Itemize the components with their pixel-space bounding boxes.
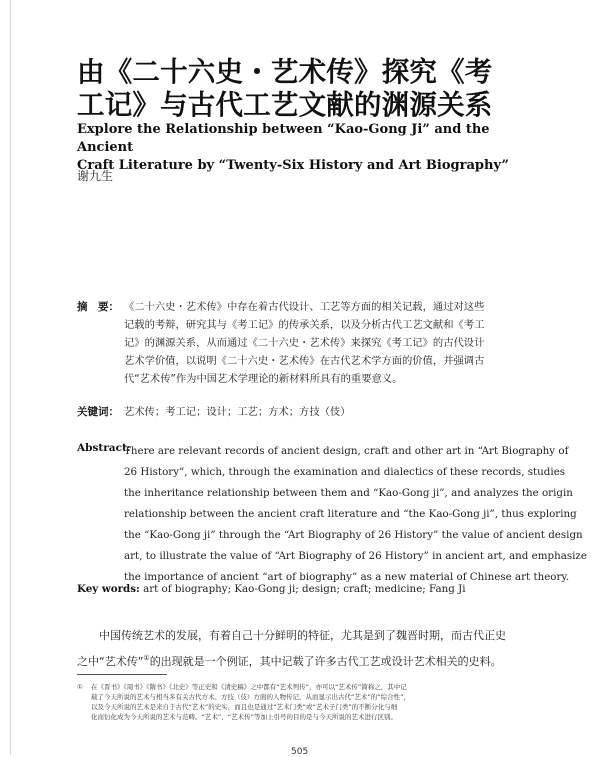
body-paragraph — [77, 625, 547, 673]
abstract-en-line: There are relevant records of ancient design, craft and other art in “Art Biography of — [124, 445, 569, 457]
keywords-zh-text: 艺术传；考工记；设计；工艺；方术；方技（伎） — [124, 406, 351, 418]
keywords-en-text: art of biography; Kao-Gong ji; design; craft; medicine; Fang Ji — [143, 583, 466, 595]
chinese-title-line-2: 工记》与古代工艺文献的渊源关系 — [77, 89, 493, 121]
english-title-line-1: Explore the Relationship between “Kao-Gong Ji” and the Ancient — [77, 122, 490, 155]
abstract-en-line: relationship between the ancient craft literature and “the Kao-Gong ji”, thus exploring — [124, 508, 577, 520]
footnote-line: 以及今天所说的艺术是来自于古代“艺术”的史实，而且也是通过“艺术门类”或“艺术子门类”的不断分化与细 — [91, 703, 398, 711]
body-line-1: 中国传统艺术的发展，有着自己十分鲜明的特征，尤其是到了魏晋时期，而古代正史 — [99, 629, 506, 642]
footnote-text — [91, 682, 547, 722]
abstract-zh-line: 《二十六史・艺术传》中存在着古代设计、工艺等方面的相关记载，通过对这些 — [124, 301, 485, 313]
abstract-en-line: 26 History”, which, through the examination and dialectics of these records, studies — [124, 466, 566, 478]
chinese-title — [77, 56, 557, 122]
keywords-en-label: Key words: — [77, 583, 140, 595]
body-line-2-pre: 之中“艺术传” — [77, 655, 144, 668]
abstract-en-line: the “Kao-Gong ji” through the “Art Biography of 26 History” the value of ancient design — [124, 529, 583, 541]
english-title — [77, 121, 547, 175]
chinese-title-line-1: 由《二十六史・艺术传》探究《考 — [77, 56, 493, 88]
abstract-zh-line: 艺术学价值，以说明《二十六史・艺术传》在古代艺术学方面的价值，并强调古 — [124, 355, 485, 367]
abstract-zh-line: 记》的渊源关系，从而通过《二十六史・艺术传》来探究《考工记》的古代设计 — [124, 337, 485, 349]
abstract-zh-label: 摘 要： — [77, 301, 119, 313]
footnote-divider — [77, 674, 167, 675]
abstract-zh-body — [124, 298, 544, 388]
footnote-mark: ① — [77, 683, 83, 691]
abstract-en-label: Abstract: — [77, 442, 131, 454]
footnote-line: 化而衍化成为今天所说的艺术与范畴。“艺术”、“艺术传”等加上引号的目的是与今天所说的艺术进行区别。 — [91, 713, 397, 721]
abstract-en-line: the importance of ancient “art of biography” as a new material of Chinese art theory. — [124, 571, 570, 583]
abstract-en-line: art, to illustrate the value of “Art Biography of 26 History” in ancient art, and emphasize — [124, 550, 587, 562]
keywords-en — [77, 583, 466, 595]
abstract-zh-line: 代“艺术传”作为中国艺术学理论的新材料所具有的重要意义。 — [124, 373, 403, 385]
footnote-line: 在《晋书》《周书》《隋书》《北史》等正史和《清史稿》之中都有“艺术列传”，亦可以“艺术传”简称之，其中记 — [91, 683, 407, 691]
page-number: 505 — [291, 747, 309, 757]
abstract-en-line: the inheritance relationship between them and “Kao-Gong ji”, and analyzes the origin — [124, 487, 573, 499]
body-line-2-post: 的出现就是一个例证，其中记载了许多古代工艺或设计艺术相关的史料。 — [149, 655, 502, 668]
footnote-line: 载了今天所说的艺术与相当多有关古代方术、方技（伎）方面的人物传记，从而显示出古代“艺术”的“综合性”， — [91, 693, 410, 701]
abstract-zh-line: 记载的考辩，研究其与《考工记》的传承关系，以及分析古代工艺文献和《考工 — [124, 319, 485, 331]
abstract-en-body — [124, 441, 587, 588]
page-edge-rule — [10, 0, 11, 755]
author-name: 谢九生 — [77, 169, 114, 183]
english-title-line-2: Craft Literature by “Twenty-Six History and Art Biography” — [77, 158, 509, 173]
footnote-reference[interactable]: ① — [143, 654, 150, 662]
keywords-zh-label: 关键词： — [77, 406, 119, 418]
body-line-2 — [77, 647, 547, 673]
